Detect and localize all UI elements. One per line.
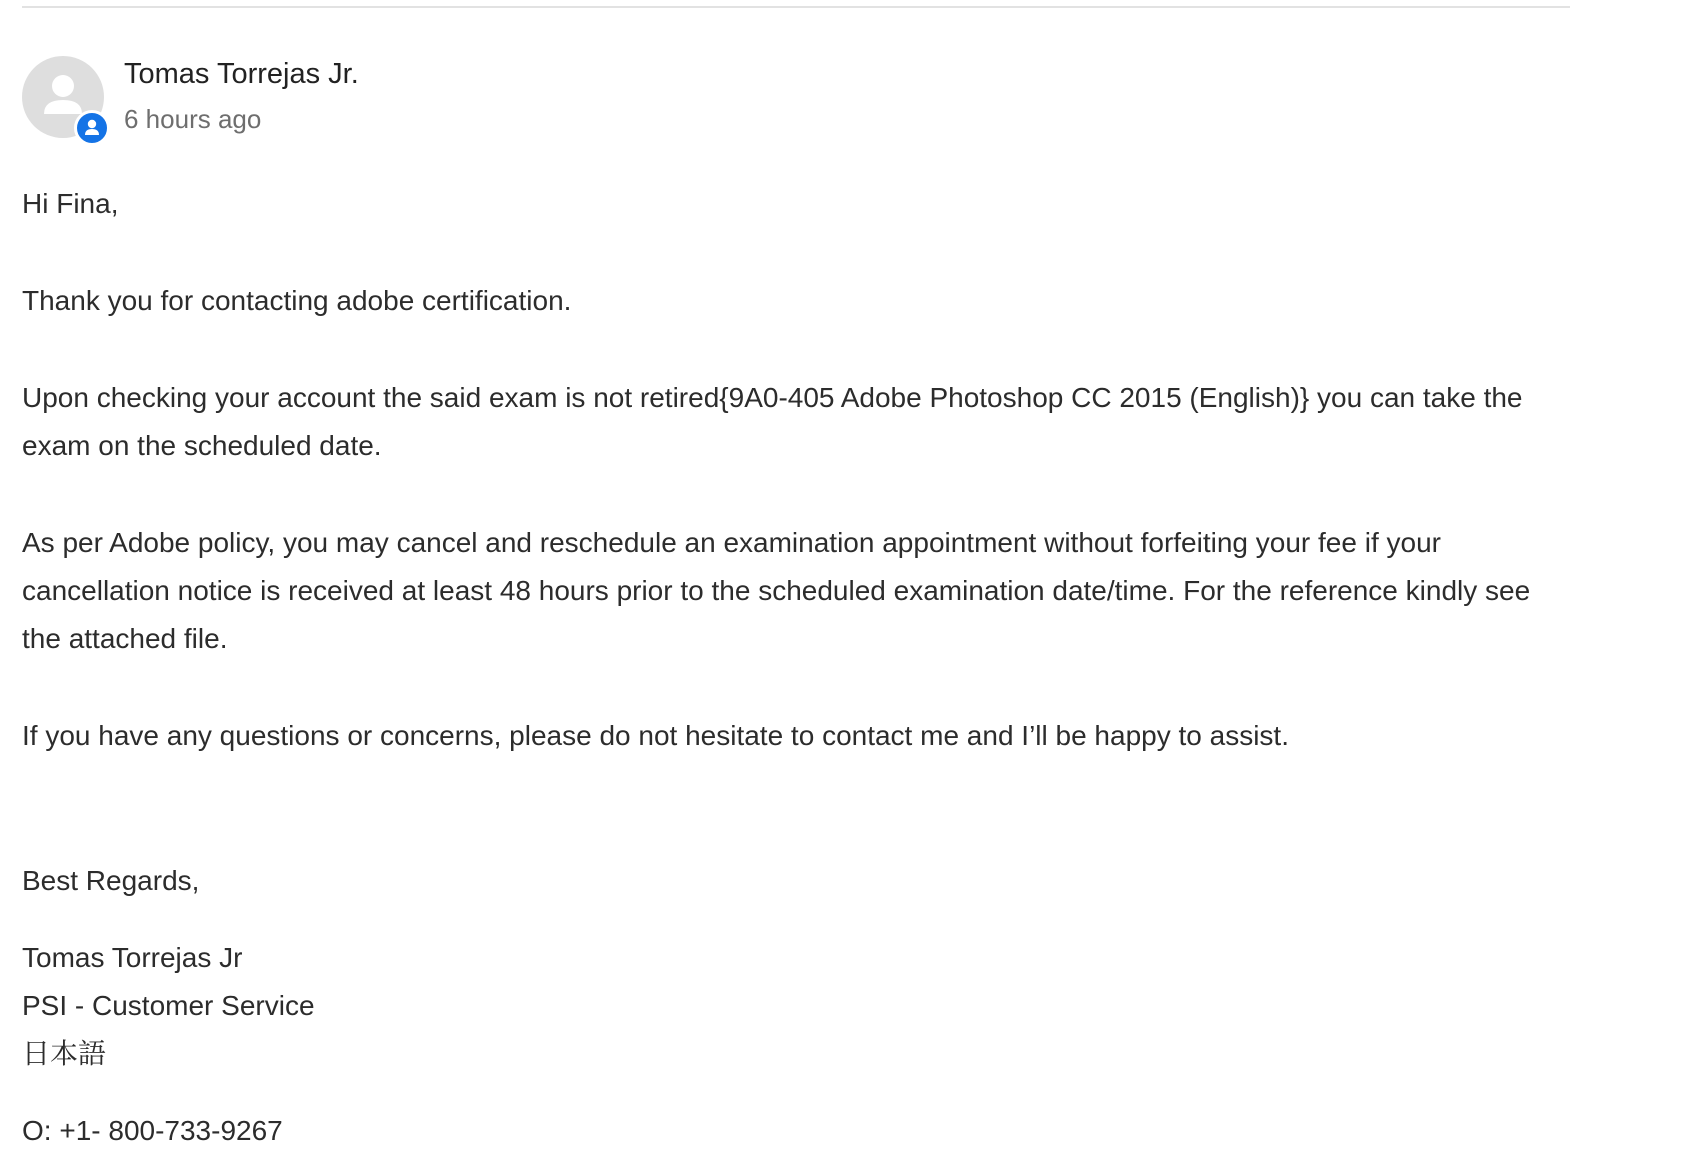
comment-header xyxy=(22,56,922,142)
person-badge-icon xyxy=(74,110,110,146)
signature-name: Tomas Torrejas Jr xyxy=(22,942,243,973)
signature-language: 日本語 xyxy=(22,1038,107,1069)
paragraph-thank-you: Thank you for contacting adobe certification. xyxy=(22,285,572,316)
closing: Best Regards, xyxy=(22,865,200,896)
signature-title: PSI - Customer Service xyxy=(22,990,315,1021)
timestamp: 6 hours ago xyxy=(124,104,262,134)
phone-number: O: +1- 800-733-9267 xyxy=(22,1115,283,1146)
top-divider xyxy=(22,6,1570,8)
paragraph-exam-status: Upon checking your account the said exam is not retired{9A0-405 Adobe Photoshop CC 2015 (English)} you can take the exam on the scheduled date. xyxy=(22,382,1523,461)
greeting: Hi Fina, xyxy=(22,188,119,219)
author-name[interactable]: Tomas Torrejas Jr. xyxy=(124,58,359,90)
paragraph-contact: If you have any questions or concerns, please do not hesitate to contact me and I’ll be happy to assist. xyxy=(22,720,1289,751)
signature xyxy=(22,934,1542,1078)
paragraph-cancellation-policy: As per Adobe policy, you may cancel and reschedule an examination appointment without forfeiting your fee if your cancellation notice is received at least 48 hours prior to the scheduled examination date/time. For the reference kindly see the attached file. xyxy=(22,527,1531,654)
message-body xyxy=(22,180,1542,1155)
